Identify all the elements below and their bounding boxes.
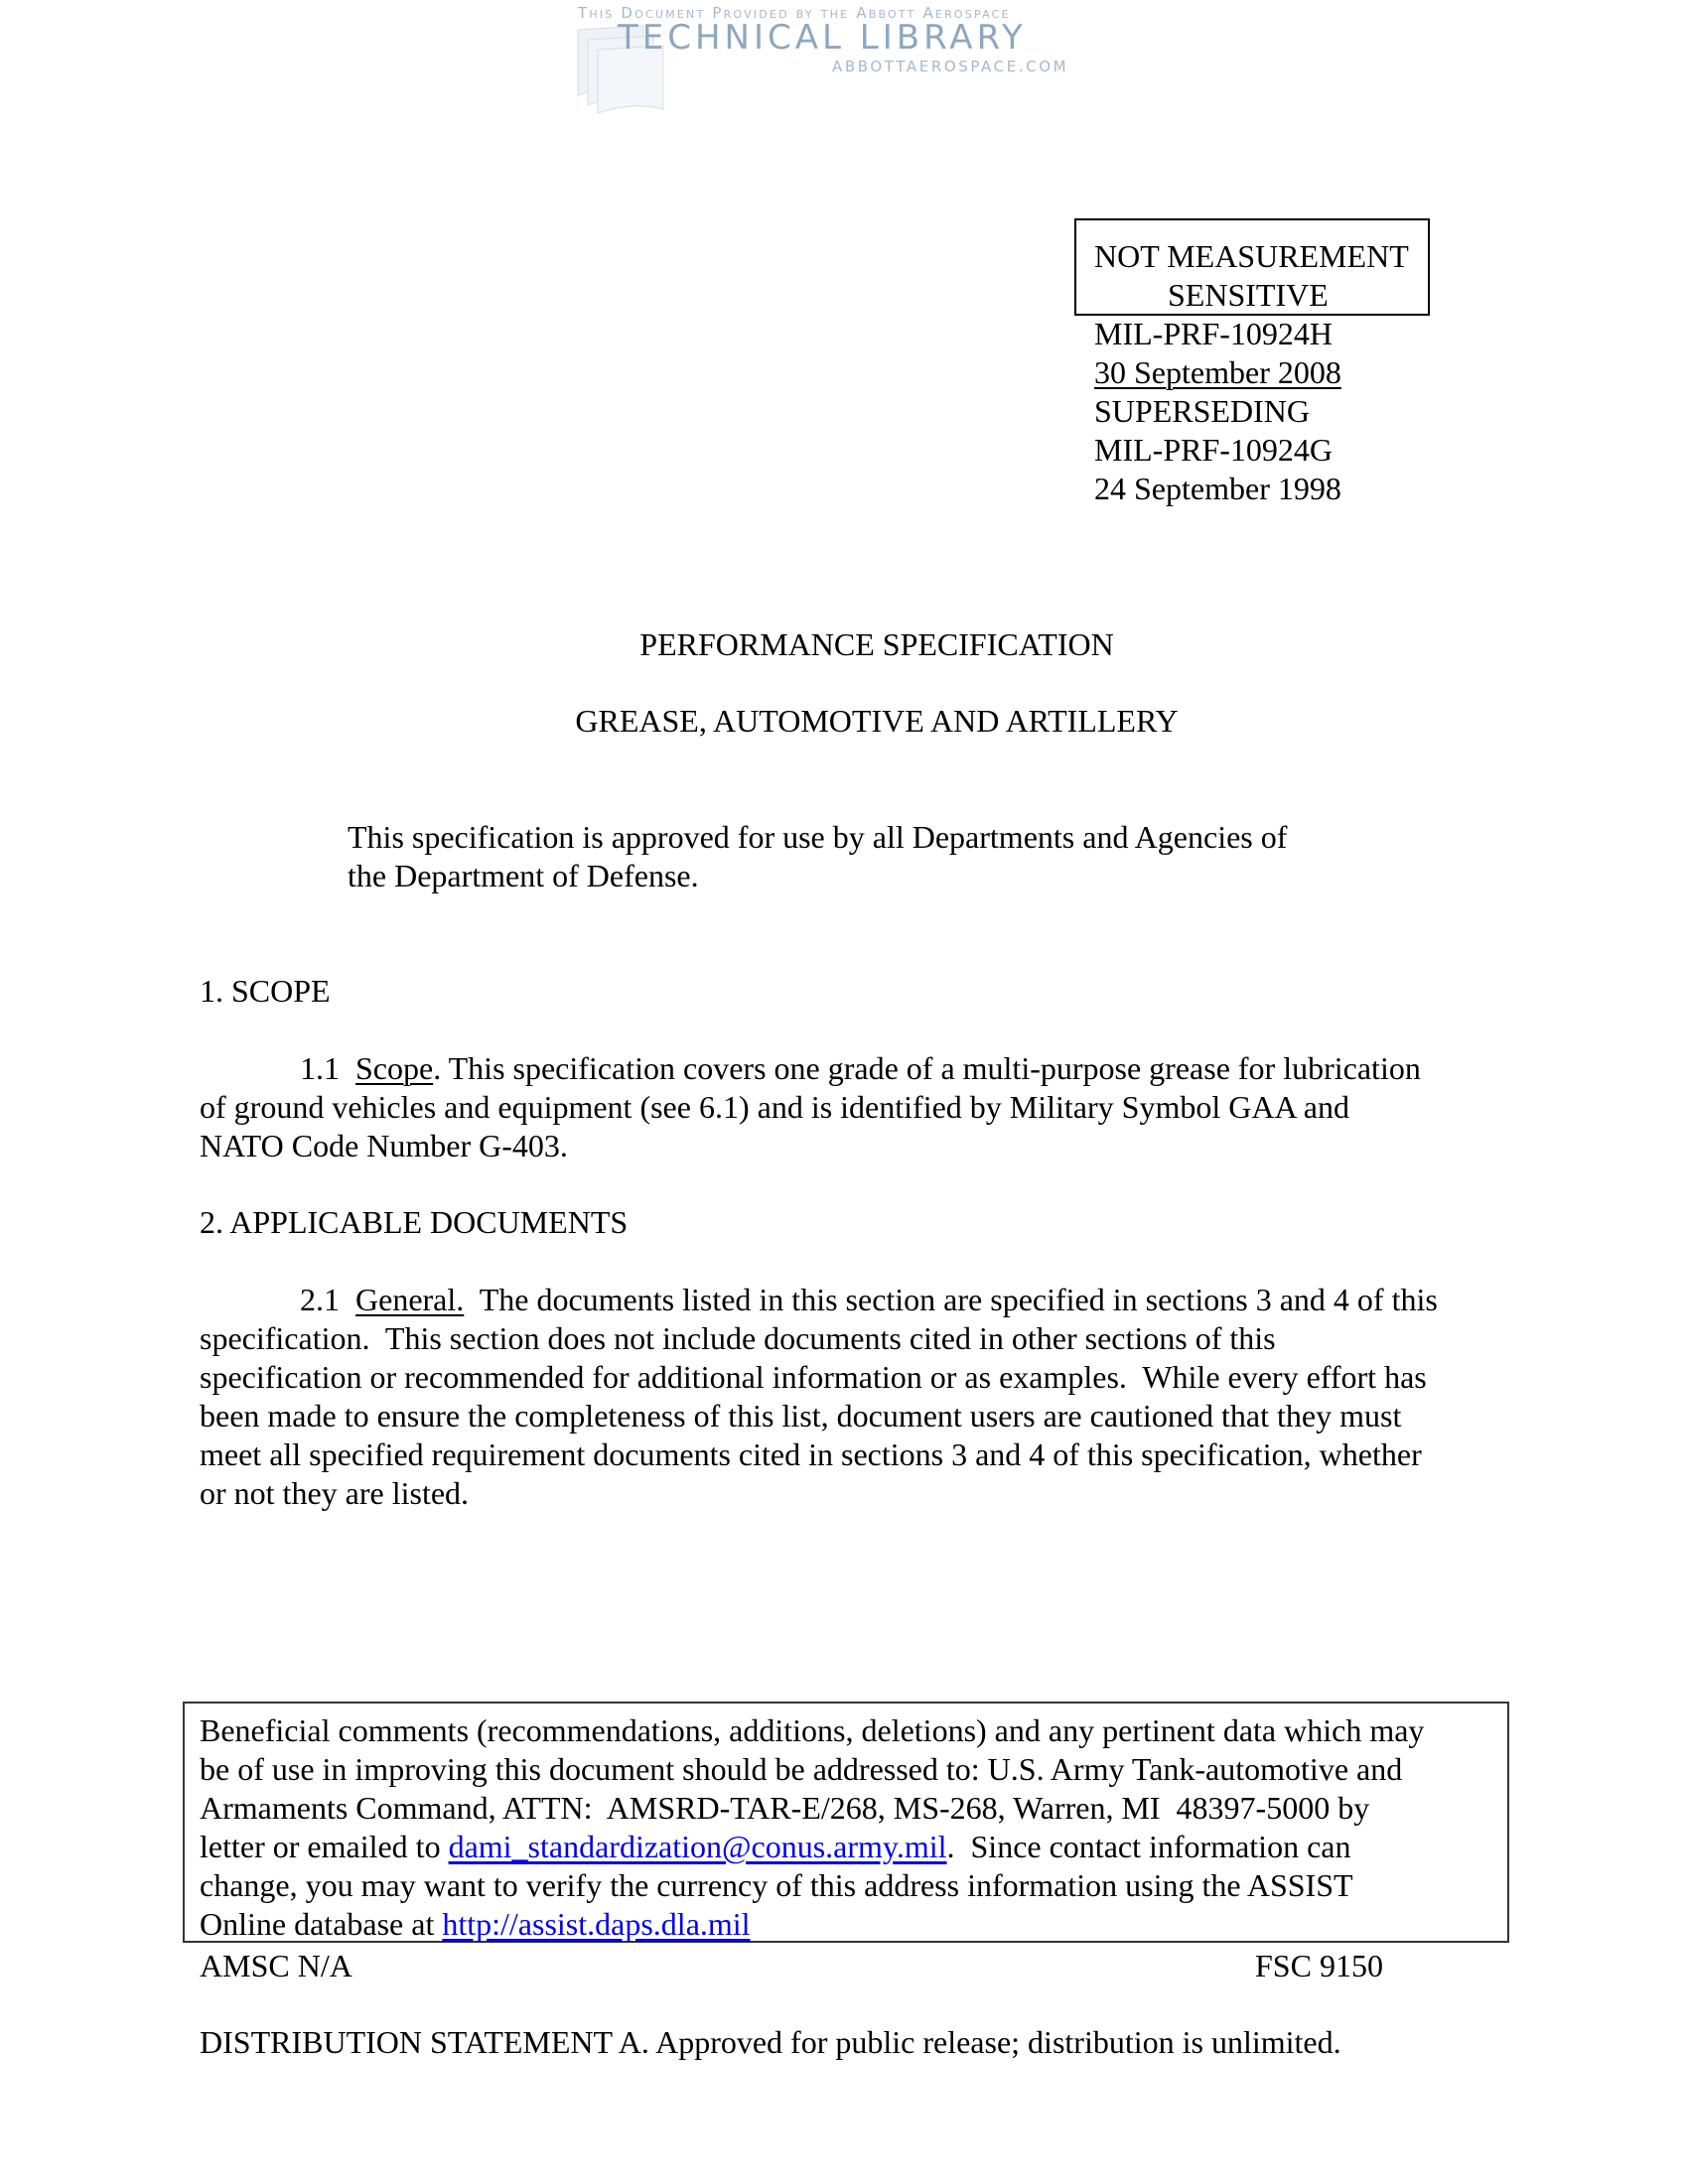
section-1-1-line2: of ground vehicles and equipment (see 6.1) and is identified by Military Symbol GAA and [200, 1089, 1349, 1125]
comments-line1: Beneficial comments (recommendations, additions, deletions) and any pertinent data which may [200, 1712, 1425, 1748]
superseded-number: MIL-PRF-10924G [1094, 432, 1334, 468]
section-1-1-text: . This specification covers one grade of a multi-purpose grease for lubrication [433, 1050, 1421, 1086]
spec-subject-title: GREASE, AUTOMOTIVE AND ARTILLERY [575, 703, 1179, 739]
section-2-1-line5: meet all specified requirement documents cited in sections 3 and 4 of this specification, whether [200, 1436, 1422, 1472]
section-1-1-number: 1.1 [300, 1050, 340, 1086]
approval-line1: This specification is approved for use by all Departments and Agencies of [348, 819, 1288, 855]
superseded-date: 24 September 1998 [1094, 471, 1341, 506]
superseding-label: SUPERSEDING [1094, 393, 1310, 429]
distribution-statement: DISTRIBUTION STATEMENT A. Approved for public release; distribution is unlimited. [200, 2024, 1341, 2060]
approval-line2: the Department of Defense. [348, 858, 699, 893]
section-2-1-number: 2.1 [300, 1282, 340, 1317]
section-2-1-line6: or not they are listed. [200, 1475, 470, 1511]
comments-line2: be of use in improving this document should be addressed to: U.S. Army Tank-automotive and [200, 1751, 1403, 1787]
section-2-1-line1 [300, 1281, 1438, 1319]
email-link[interactable]: dami_standardization@conus.army.mil [448, 1829, 947, 1864]
comments-line6-pre: Online database at [200, 1906, 443, 1942]
comments-line4-post: . Since contact information can [946, 1829, 1351, 1864]
section-1-1-line1 [300, 1049, 1421, 1088]
section-2-1-line2: specification. This section does not include documents cited in other sections of this [200, 1320, 1276, 1356]
section-1-heading: 1. SCOPE [200, 973, 331, 1009]
comments-line5: change, you may want to verify the currency of this address information using the ASSIST [200, 1867, 1353, 1903]
section-2-1-title: General. [355, 1282, 465, 1317]
watermark-url: ABBOTTAEROSPACE.COM [832, 58, 1069, 75]
section-2-1-text: The documents listed in this section are specified in sections 3 and 4 of this [464, 1282, 1438, 1317]
section-2-1-line3: specification or recommended for additional information or as examples. While every effort has [200, 1359, 1427, 1395]
watermark-provided-by: This Document Provided by the Abbott Aerospace [578, 4, 1011, 22]
section-2-heading: 2. APPLICABLE DOCUMENTS [200, 1204, 629, 1240]
comments-line4 [200, 1828, 1350, 1866]
comments-line4-pre: letter or emailed to [200, 1829, 449, 1864]
section-1-1-title: Scope [355, 1050, 434, 1086]
fsc-label: FSC 9150 [1255, 1948, 1383, 1983]
comments-line6 [200, 1905, 751, 1944]
section-2-1-line4: been made to ensure the completeness of this list, document users are cautioned that they must [200, 1398, 1402, 1433]
assist-url-link[interactable]: http://assist.daps.dla.mil [442, 1906, 751, 1942]
doc-number: MIL-PRF-10924H [1094, 316, 1334, 351]
nms-line2: SENSITIVE [1168, 277, 1329, 313]
spec-type-title: PERFORMANCE SPECIFICATION [639, 626, 1114, 662]
nms-line1: NOT MEASUREMENT [1094, 238, 1409, 274]
section-1-1-line3: NATO Code Number G-403. [200, 1128, 568, 1163]
amsc-label: AMSC N/A [200, 1948, 352, 1983]
comments-line3: Armaments Command, ATTN: AMSRD-TAR-E/268, MS-268, Warren, MI 48397-5000 by [200, 1790, 1370, 1826]
watermark-title: TECHNICAL LIBRARY [618, 18, 1027, 58]
doc-date: 30 September 2008 [1094, 354, 1341, 390]
